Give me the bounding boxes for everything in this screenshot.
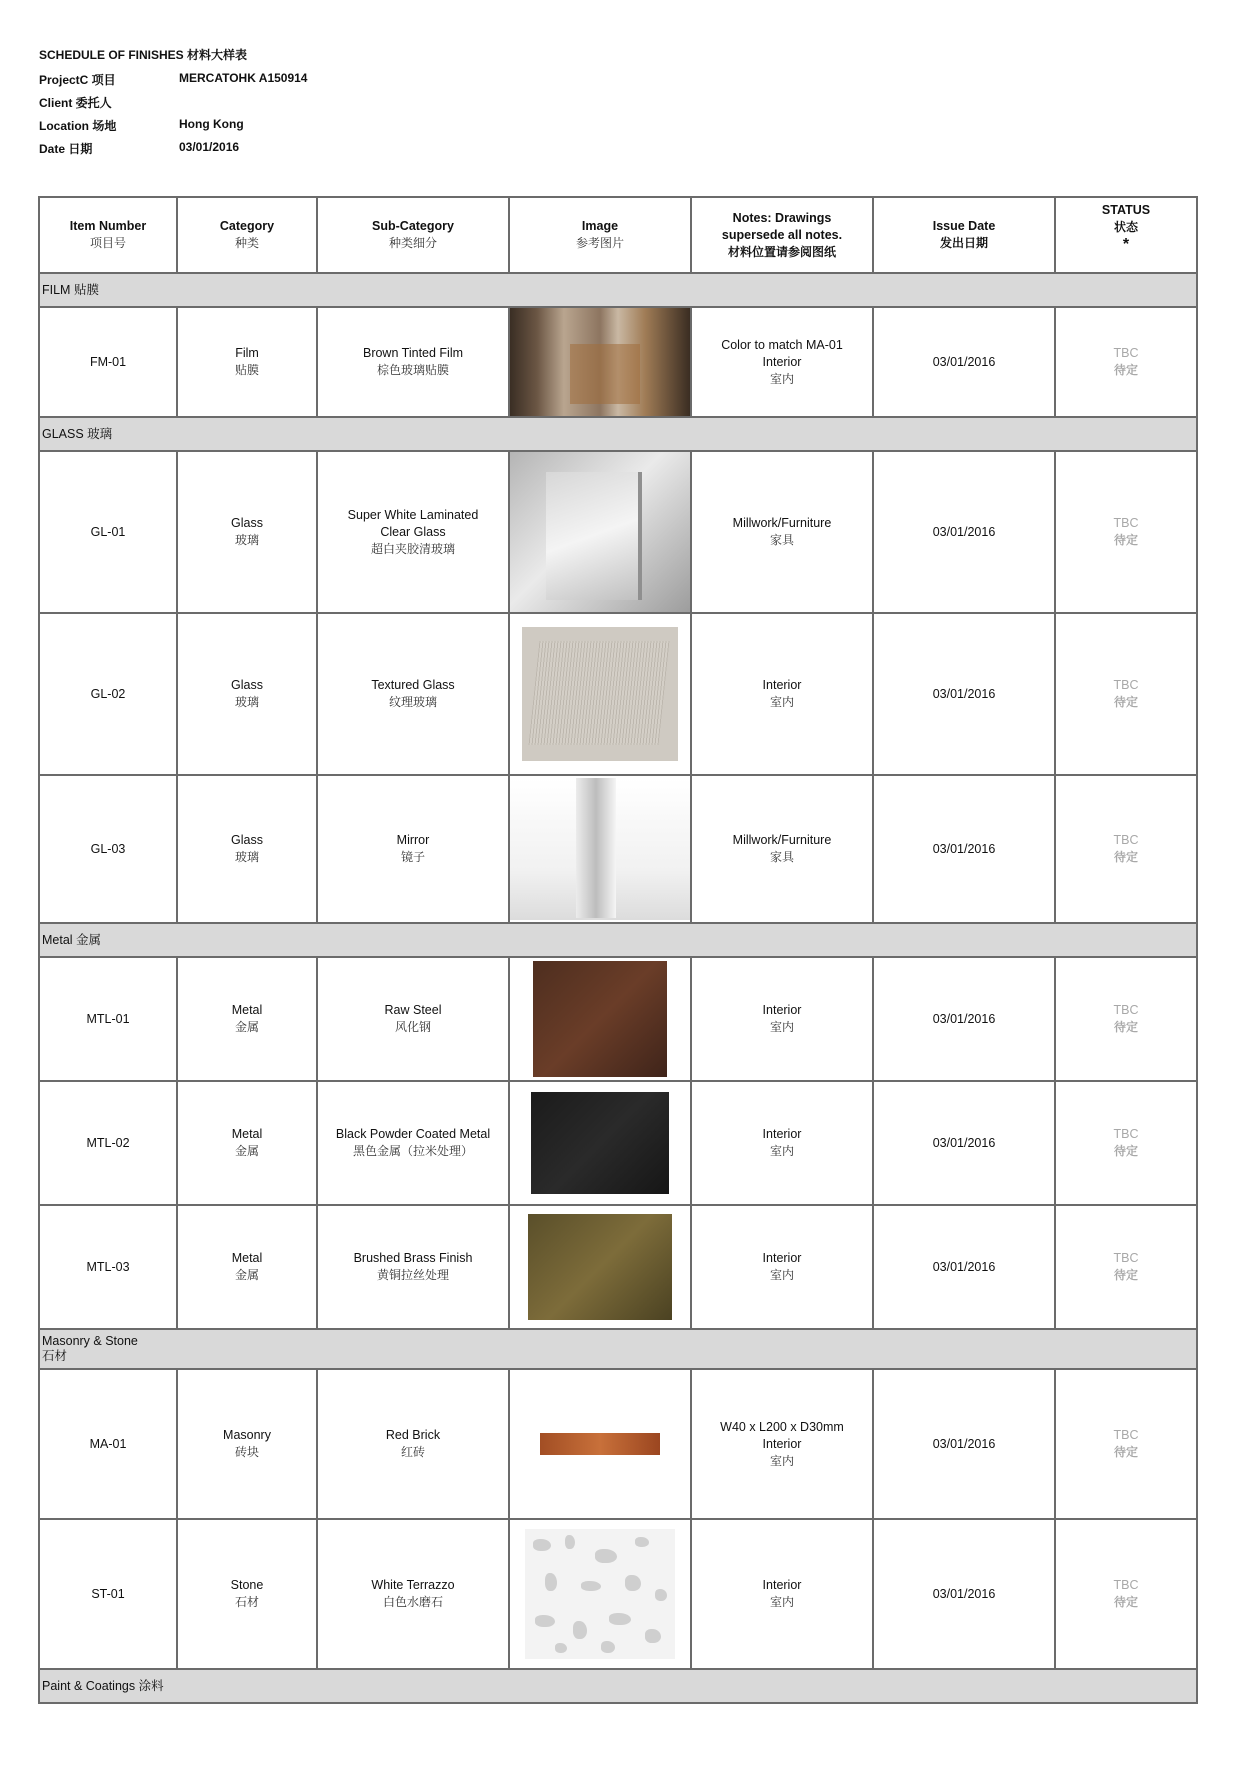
header-image: Image 参考图片 — [509, 197, 691, 273]
item-number: GL-03 — [39, 775, 177, 923]
subcategory-cell: Black Powder Coated Metal 黑色金属（拉米处理） — [317, 1081, 509, 1205]
notes-cell: Interior 室内 — [691, 957, 873, 1081]
status-cell: TBC 待定 — [1055, 451, 1197, 613]
notes-cell: Millwork/Furniture 家具 — [691, 775, 873, 923]
item-number: MTL-01 — [39, 957, 177, 1081]
header-issue-date: Issue Date 发出日期 — [873, 197, 1055, 273]
category-cell: Glass 玻璃 — [177, 613, 317, 775]
image-cell — [509, 1081, 691, 1205]
issue-date-cell: 03/01/2016 — [873, 775, 1055, 923]
issue-date-cell: 03/01/2016 — [873, 307, 1055, 417]
table-row — [39, 1081, 1197, 1205]
item-number: GL-01 — [39, 451, 177, 613]
issue-date-cell: 03/01/2016 — [873, 957, 1055, 1081]
section-masonry-stone: Masonry & Stone 石材 — [39, 1329, 1197, 1369]
status-cell: TBC 待定 — [1055, 775, 1197, 923]
image-cell — [509, 613, 691, 775]
section-film: FILM 贴膜 — [39, 273, 1197, 307]
document-title: SCHEDULE OF FINISHES 材料大样表 — [39, 48, 248, 62]
issue-date-cell: 03/01/2016 — [873, 1205, 1055, 1329]
status-cell: TBC 待定 — [1055, 307, 1197, 417]
category-cell: Film 贴膜 — [177, 307, 317, 417]
image-cell — [509, 1205, 691, 1329]
red-brick-swatch — [540, 1433, 660, 1455]
terrazzo-swatch — [525, 1529, 675, 1659]
category-cell: Stone 石材 — [177, 1519, 317, 1669]
item-number: ST-01 — [39, 1519, 177, 1669]
item-number: FM-01 — [39, 307, 177, 417]
subcategory-cell: Super White Laminated Clear Glass 超白夹胶清玻璃 — [317, 451, 509, 613]
category-cell: Metal 金属 — [177, 957, 317, 1081]
item-number: MTL-03 — [39, 1205, 177, 1329]
subcategory-cell: Brown Tinted Film 棕色玻璃贴膜 — [317, 307, 509, 417]
brown-tinted-film-photo — [510, 308, 690, 416]
subcategory-cell: Raw Steel 风化钢 — [317, 957, 509, 1081]
header-notes: Notes: Drawings supersede all notes. 材料位置请参阅图纸 — [691, 197, 873, 273]
header-item-number: Item Number 项目号 — [39, 197, 177, 273]
black-metal-swatch — [531, 1092, 669, 1194]
table-row — [39, 613, 1197, 775]
date-value: 03/01/2016 — [179, 140, 240, 154]
notes-cell: Interior 室内 — [691, 613, 873, 775]
table-row — [39, 451, 1197, 613]
status-cell: TBC 待定 — [1055, 957, 1197, 1081]
client-label: Client 委托人 — [39, 96, 112, 110]
brass-swatch — [528, 1214, 672, 1320]
image-cell — [509, 307, 691, 417]
category-cell: Masonry 砖块 — [177, 1369, 317, 1519]
section-metal: Metal 金属 — [39, 923, 1197, 957]
project-label: ProjectC 项目 — [39, 73, 116, 87]
notes-cell: Color to match MA-01 Interior 室内 — [691, 307, 873, 417]
image-cell — [509, 451, 691, 613]
date-label: Date 日期 — [39, 142, 93, 156]
header-category: Category 种类 — [177, 197, 317, 273]
status-cell: TBC 待定 — [1055, 1369, 1197, 1519]
category-cell: Glass 玻璃 — [177, 775, 317, 923]
raw-steel-swatch — [533, 961, 667, 1077]
issue-date-cell: 03/01/2016 — [873, 1369, 1055, 1519]
section-glass: GLASS 玻璃 — [39, 417, 1197, 451]
laminated-glass-photo — [510, 452, 690, 612]
finishes-table — [38, 196, 1198, 1704]
subcategory-cell: Brushed Brass Finish 黄铜拉丝处理 — [317, 1205, 509, 1329]
table-row — [39, 307, 1197, 417]
notes-cell: Interior 室内 — [691, 1519, 873, 1669]
image-cell — [509, 1519, 691, 1669]
subcategory-cell: Red Brick 红砖 — [317, 1369, 509, 1519]
textured-glass-photo — [522, 627, 678, 761]
issue-date-cell: 03/01/2016 — [873, 1519, 1055, 1669]
issue-date-cell: 03/01/2016 — [873, 451, 1055, 613]
subcategory-cell: Textured Glass 纹理玻璃 — [317, 613, 509, 775]
category-cell: Metal 金属 — [177, 1081, 317, 1205]
status-cell: TBC 待定 — [1055, 613, 1197, 775]
image-cell — [509, 775, 691, 923]
status-cell: TBC 待定 — [1055, 1205, 1197, 1329]
image-cell — [509, 957, 691, 1081]
notes-cell: Millwork/Furniture 家具 — [691, 451, 873, 613]
notes-cell: W40 x L200 x D30mm Interior 室内 — [691, 1369, 873, 1519]
table-row — [39, 1205, 1197, 1329]
table-header-row — [39, 197, 1197, 273]
section-paint-coatings: Paint & Coatings 涂料 — [39, 1669, 1197, 1703]
mirror-photo — [510, 778, 690, 920]
header-status: STATUS 状态 * — [1055, 197, 1197, 273]
subcategory-cell: Mirror 镜子 — [317, 775, 509, 923]
status-cell: TBC 待定 — [1055, 1081, 1197, 1205]
issue-date-cell: 03/01/2016 — [873, 1081, 1055, 1205]
item-number: MA-01 — [39, 1369, 177, 1519]
table-row — [39, 1519, 1197, 1669]
status-cell: TBC 待定 — [1055, 1519, 1197, 1669]
notes-cell: Interior 室内 — [691, 1081, 873, 1205]
image-cell — [509, 1369, 691, 1519]
issue-date-cell: 03/01/2016 — [873, 613, 1055, 775]
table-row — [39, 957, 1197, 1081]
location-label: Location 场地 — [39, 119, 117, 133]
item-number: MTL-02 — [39, 1081, 177, 1205]
header-subcategory: Sub-Category 种类细分 — [317, 197, 509, 273]
notes-cell: Interior 室内 — [691, 1205, 873, 1329]
category-cell: Metal 金属 — [177, 1205, 317, 1329]
item-number: GL-02 — [39, 613, 177, 775]
subcategory-cell: White Terrazzo 白色水磨石 — [317, 1519, 509, 1669]
category-cell: Glass 玻璃 — [177, 451, 317, 613]
document-header — [39, 46, 639, 163]
location-value: Hong Kong — [179, 117, 244, 131]
table-row — [39, 1369, 1197, 1519]
table-row — [39, 775, 1197, 923]
project-value: MERCATOHK A150914 — [179, 71, 308, 85]
